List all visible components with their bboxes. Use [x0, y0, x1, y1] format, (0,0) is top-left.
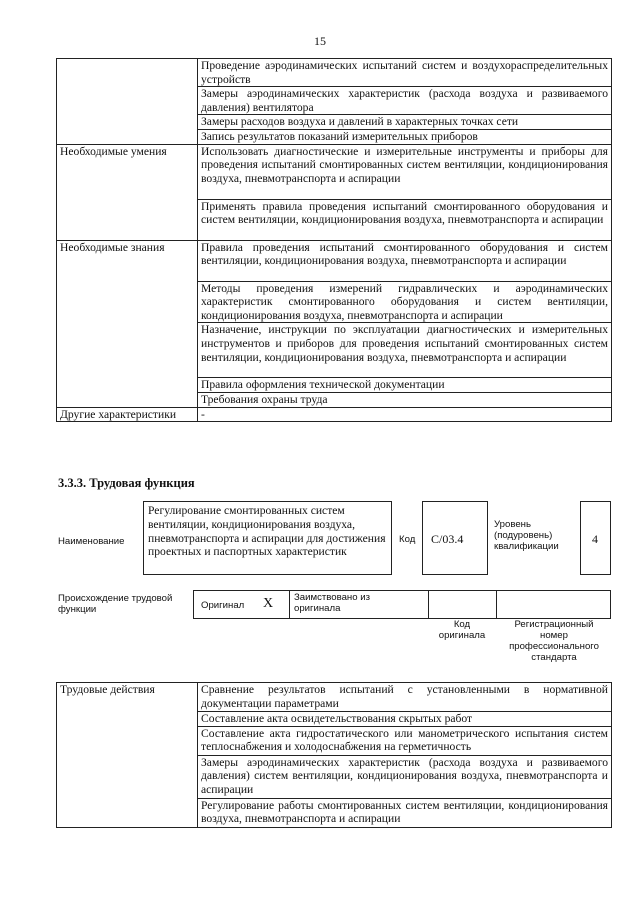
original-mark: X	[263, 596, 274, 611]
table-row	[57, 240, 612, 281]
table-row	[57, 407, 612, 422]
section-title: 3.3.3. Трудовая функция	[58, 476, 195, 490]
table-cell: Применять правила проведения испытаний смонтированного оборудования и систем вентиляции, кондиционирования воздуха, пневмотранспорта и аспирации	[198, 199, 612, 240]
origin-label: Происхождение трудовой функции	[58, 593, 173, 615]
level-label: Уровень (подуровень) квалификации	[494, 519, 559, 552]
code-label: Код	[399, 534, 416, 545]
registration-caption: Регистрационный номер профессионального стандарта	[509, 619, 599, 663]
table-cell: Замеры аэродинамических характеристик (расхода воздуха и развиваемого давления) систем вентиляции, кондиционирования воздуха, пневмотранспорта и аспирации	[198, 755, 612, 798]
table-cell: Проведение аэродинамических испытаний систем и воздухораспределительных устройств	[198, 59, 612, 87]
table-cell: Запись результатов показаний измерительных приборов	[198, 129, 612, 144]
requirements-table	[56, 58, 612, 422]
original-label: Оригинал	[201, 600, 245, 611]
origin-divider	[496, 590, 497, 619]
origin-divider	[428, 590, 429, 619]
table-row	[57, 683, 612, 712]
table-cell: Использовать диагностические и измерительные инструменты и приборы для проведения испытаний смонтированных систем вентиляции, кондиционирования воздуха, пневмотранспорта и аспирации	[198, 144, 612, 199]
table-cell: Сравнение результатов испытаний с установленными в нормативной документации параметрами	[198, 683, 612, 712]
origin-divider	[289, 590, 290, 619]
table-cell: -	[198, 407, 612, 422]
table-cell: Замеры расходов воздуха и давлений в характерных точках сети	[198, 115, 612, 130]
table-cell: Методы проведения измерений гидравлических и аэродинамических характеристик смонтированного оборудования и систем вентиляции, кондиционирования воздуха, пневмотранспорта и аспирации	[198, 281, 612, 323]
row-label-actions: Трудовые действия	[57, 683, 198, 828]
table-cell: Замеры аэродинамических характеристик (расхода воздуха и развиваемого давления) вентилятора	[198, 87, 612, 115]
table-row	[57, 59, 612, 87]
table-cell: Требования охраны труда	[198, 392, 612, 407]
table-cell: Регулирование работы смонтированных систем вентиляции, кондиционирования воздуха, пневмотранспорта и аспирации	[198, 798, 612, 827]
table-cell: Правила проведения испытаний смонтированного оборудования и систем вентиляции, кондиционирования воздуха, пневмотранспорта и аспирации	[198, 240, 612, 281]
code-caption: Код оригинала	[438, 619, 486, 641]
qualification-level-box: 4	[580, 501, 611, 575]
actions-table	[56, 682, 612, 828]
name-label: Наименование	[58, 536, 125, 547]
page-number: 15	[314, 34, 326, 48]
table-cell: Составление акта освидетельствования скрытых работ	[198, 712, 612, 727]
row-label	[57, 59, 198, 145]
row-label-skills: Необходимые умения	[57, 144, 198, 240]
function-name-box: Регулирование смонтированных систем вентиляции, кондиционирования воздуха, пневмотранспорта и аспирации для достижения проектных и паспортных характеристик	[143, 501, 392, 575]
row-label-knowledge: Необходимые знания	[57, 240, 198, 407]
table-row	[57, 144, 612, 199]
function-code-box: C/03.4	[422, 501, 488, 575]
table-cell: Правила оформления технической документации	[198, 378, 612, 393]
table-cell: Составление акта гидростатического или манометрического испытания систем теплоснабжения и холодоснабжения на герметичность	[198, 726, 612, 755]
table-cell: Назначение, инструкции по эксплуатации диагностических и измерительных инструментов и приборов для проведения испытаний смонтированных систем вентиляции, кондиционирования воздуха, пневмотранспорта и аспирации	[198, 323, 612, 378]
borrowed-label: Заимствовано из оригинала	[294, 592, 370, 614]
row-label-other: Другие характеристики	[57, 407, 198, 422]
